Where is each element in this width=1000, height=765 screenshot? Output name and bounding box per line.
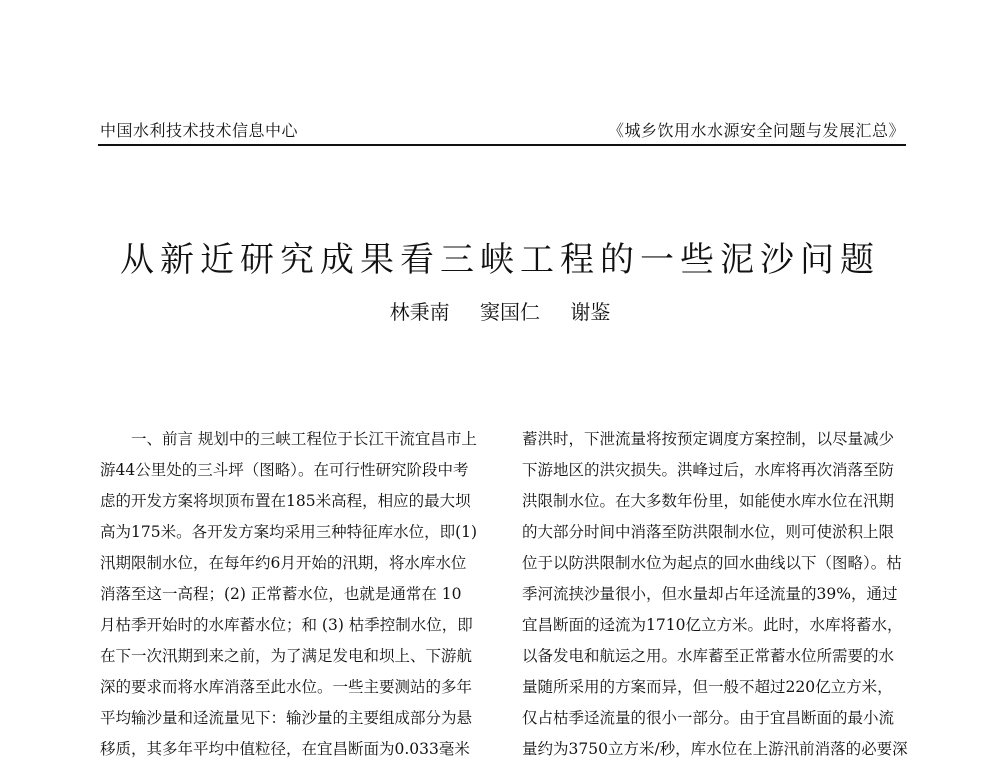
body-column-right (522, 424, 908, 765)
body-line: 以备发电和航运之用。水库蓄至正常蓄水位所需要的水 (522, 647, 895, 665)
body-line: 量约为3750立方米/秒，库水位在上游汛前消落的必要深 (522, 740, 908, 758)
author-name: 林秉南 (389, 300, 450, 324)
author-name: 谢鉴 (570, 300, 611, 324)
author-name: 窦国仁 (480, 300, 540, 324)
body-line: 汛期限制水位，在每年约6月开始的汛期，将水库水位 (100, 554, 467, 572)
body-column-left (100, 424, 478, 765)
body-line: 一、前言 规划中的三峡工程位于长江干流宜昌市上 (131, 430, 477, 448)
body-line: 仅占枯季迳流量的很小一部分。由于宜昌断面的最小流 (522, 709, 895, 727)
body-line: 洪限制水位。在大多数年份里，如能使水库水位在汛期 (522, 492, 895, 510)
running-header-left: 中国水利技术技术信息中心 (100, 121, 299, 140)
body-line: 季河流挟沙量很小，但水量却占年迳流量的39%，通过 (522, 585, 898, 603)
body-line: 移质，其多年平均中值粒径，在宜昌断面为0.033毫米 (100, 740, 470, 758)
body-line: 深的要求而将水库消落至此水位。一些主要测站的多年 (100, 678, 473, 696)
body-line: 位于以防洪限制水位为起点的回水曲线以下（图略）。枯 (522, 554, 902, 572)
body-line: 宜昌断面的迳流为1710亿立方米。此时，水库将蓄水， (522, 616, 903, 634)
body-line: 蓄洪时，下泄流量将按预定调度方案控制，以尽量减少 (522, 430, 895, 448)
body-line: 游44公里处的三斗坪（图略）。在可行性研究阶段中考 (100, 461, 469, 479)
running-header-right: 《城乡饮用水水源安全问题与发展汇总》 (607, 121, 905, 140)
body-line: 下游地区的洪灾损失。洪峰过后，水库将再次消落至防 (522, 461, 895, 479)
body-line: 虑的开发方案将坝顶布置在185米高程，相应的最大坝 (100, 492, 471, 510)
header-rule (98, 144, 906, 146)
body-line: 高为175米。各开发方案均采用三种特征库水位，即(1) (100, 523, 478, 541)
author-list (0, 296, 1000, 325)
article-title: 从新近研究成果看三峡工程的一些泥沙问题 (120, 240, 880, 280)
body-line: 量随所采用的方案而异，但一般不超过220亿立方米， (522, 678, 893, 696)
body-line: 月枯季开始时的水库蓄水位；和 (3) 枯季控制水位，即 (100, 616, 473, 634)
body-line: 平均输沙量和迳流量见下：输沙量的主要组成部分为悬 (100, 709, 473, 727)
body-line: 消落至这一高程；(2) 正常蓄水位，也就是通常在 10 (100, 585, 462, 603)
body-line: 在下一次汛期到来之前，为了满足发电和坝上、下游航 (100, 647, 473, 665)
body-line: 的大部分时间中消落至防洪限制水位，则可使淤积上限 (522, 523, 895, 541)
